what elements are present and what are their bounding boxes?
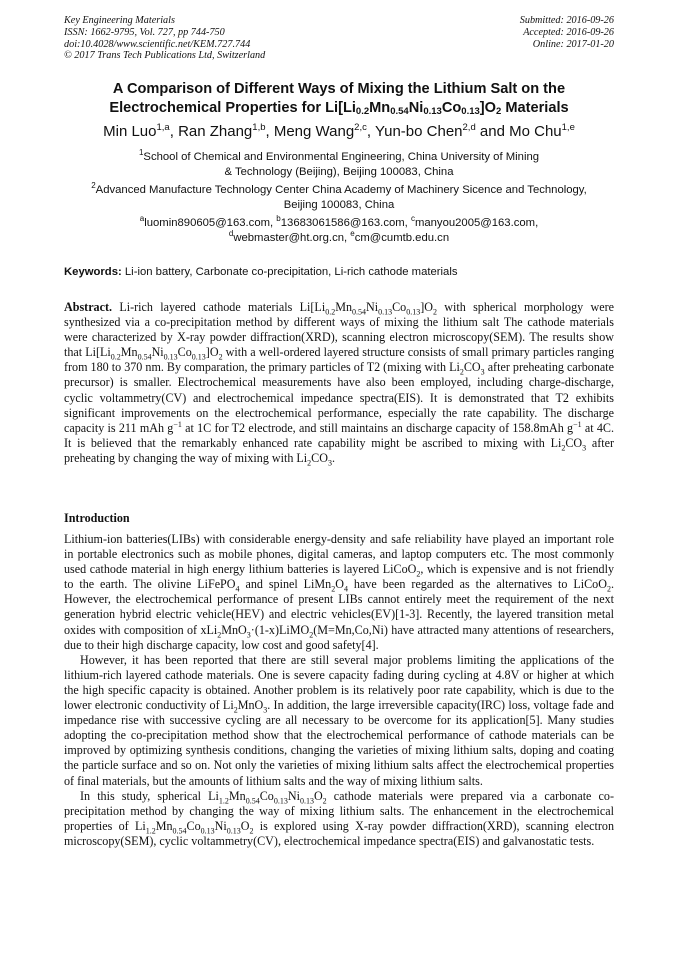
author-name: Meng Wang xyxy=(273,123,355,140)
online-date: Online: 2017-01-20 xyxy=(532,38,614,50)
abstract: Abstract. Li-rich layered cathode materials $Li[Li_{0.2}Mn_{0.54}Ni_{0.13}Co_{0.13}]O_2$ with spherical morphology were synthesized via a co-precipitation method by different ways of mixing the lithium salt The cathode materials were characterized by X-ray powder diffraction(XRD), scanning electron microscopy(SEM). The results show that $Li[Li_{0.2}Mn_{0.54}Ni_{0.13}Co_{0.13}]O_2$ with a well-ordered layered structure consists of small primary particles ranging from 180 to 370 nm. By comparation, the primary particles of T2 (mixing with $Li_2CO_3$ after preheating carbonate precursor) is smaller. Electrochemical measurements have also been employed, including charge-discharge, cyclic voltammetry(CV) and electrochemical impedance spectra(EIS). It is demonstrated that T2 exhibits significant improvements on the electrochemical performance, especially the rate capability. The discharge capacity is 211 mAh $g^{-1}$ at 1C for T2 electrode, and still maintains an discharge capacity of 158.8mAh $g^{-1}$ at 4C. It is believed that the remarkably enhanced rate capability might be ascribed to mixing with $Li_2CO_3$ after preheating by changing the way of mixing with $Li_2CO_3$. xyxy=(64,300,615,468)
email-link[interactable]: webmaster@ht.org.cn xyxy=(233,232,345,244)
author-list: Min Luo$^{1,a}$, Ran Zhang$^{1,b}$, Meng Wang$^{2,c}$, Yun-bo Chen$^{2,d}$ and Mo Chu$^{1,e}$ xyxy=(103,122,575,140)
keywords-line xyxy=(64,265,624,280)
author-name: Min Luo xyxy=(103,123,157,140)
paper-title xyxy=(40,80,638,118)
section-heading: Introduction xyxy=(64,511,130,525)
journal-copyright: © 2017 Trans Tech Publications Ltd, Switzerland xyxy=(64,50,266,62)
journal-doi: doi:10.4028/www.scientific.net/KEM.727.744 xyxy=(64,38,251,50)
email-link[interactable]: luomin890605@163.com xyxy=(144,217,271,229)
affiliation-1: $^1$School of Chemical and Environmental Engineering, China University of Mining & Technology (Beijing), Beijing 100083, China xyxy=(138,148,540,178)
submission-dates xyxy=(520,15,614,50)
keywords-text: Li-ion battery, Carbonate co-precipitation, Li-rich cathode materials xyxy=(121,266,458,278)
email-link[interactable]: 13683061586@163.com xyxy=(280,217,405,229)
author-emails: $^a$luomin890605@163.com, $^b$13683061586@163.com, $^c$manyou2005@163.com, $^d$webmaster@ht.org.cn, $^e$cm@cumtb.edu.cn xyxy=(139,214,539,244)
author-name: Yun-bo Chen xyxy=(374,123,463,140)
journal-info xyxy=(64,15,265,62)
affiliation-2: $^2$Advanced Manufacture Technology Center China Academy of Machinery Sicence and Technology, Beijing 100083, China xyxy=(91,181,587,211)
submitted-date: Submitted: 2016-09-26 xyxy=(519,15,614,26)
journal-name: Key Engineering Materials xyxy=(64,15,175,26)
author-name: Ran Zhang xyxy=(178,123,253,140)
title-line-2: Electrochemical Properties for $Li[Li_{0.2}Mn_{0.54}Ni_{0.13}Co_{0.13}]O_2$ Materials xyxy=(109,100,569,117)
email-link[interactable]: manyou2005@163.com xyxy=(414,217,536,229)
abstract-label: Abstract. xyxy=(64,300,113,314)
keywords-label: Keywords: xyxy=(64,266,122,278)
email-link[interactable]: cm@cumtb.edu.cn xyxy=(354,232,450,244)
introduction-body: Lithium-ion batteries(LIBs) with considerable energy-density and safe reliability have played an important role in portable electronics such as mobile phones, digital cameras, and laptop computers etc. The most commonly used cathode material in high energy lithium batteries is layered LiCoO$_2$, which is expensive and is not friendly to the earth. The olivine LiFePO$_4$ and spinel $LiMn_2O_4$ have been regarded as the alternatives to LiCoO$_2$. However, the electrochemical performance of present LIBs cannot entirely meet the requirement of the next generation hybrid electric vehicle(HEV) and electric vehicles(EV)[1-3]. Recently, the layered transition metal oxides with composition of xLi$_2$MnO$_3$·(1-x)LiMO$_2$(M=Mn,Co,Ni) have attracted many attentions of researchers, due to their high discharge capacity, low cost and good safety[4]. However, it has been reported that there are still several major problems limiting the applications of the lithium-rich layered cathode materials. One is severe capacity fading during cycling at 4.8V or higher at which the high specific capacity is obtained. Another problem is its relatively poor rate capability, which is due to the lower electronic conductivity of $Li_2MnO_3$. In addition, the large irreversible capacity(IRC) loss, voltage fade and impedance rise with successive cycling are all necessary to be overcome for its application[5]. Many studies adopting the co-precipitation method show that the electrochemical performance of cathode materials can be improved by optimizing synthesis conditions, changing the varieties of mixing lithium salts, doping and coating the particle surface and so on. Not only the varieties of mixing lithium salts affect the electrochemical properties of final materials, but the amounts of lithium salts and the way of mixing lithium salts. In this study, spherical $Li_{1.2}Mn_{0.54}Co_{0.13}Ni_{0.13}O_2$ cathode materials were prepared via a carbonate co-precipitation method by changing the way of mixing lithium salts. The enhancement in the electrochemical properties of $Li_{1.2}Mn_{0.54}Co_{0.13}Ni_{0.13}O_2$ is explored using X-ray powder diffraction(XRD), scanning electron microscopy(SEM), cyclic voltammetry(CV), electrochemical impedance spectra(EIS) and galvanostatic tests. xyxy=(64,532,615,848)
accepted-date: Accepted: 2016-09-26 xyxy=(523,26,614,38)
journal-issn: ISSN: 1662-9795, Vol. 727, pp 744-750 xyxy=(64,26,225,38)
title-line-1: A Comparison of Different Ways of Mixing the Lithium Salt on the xyxy=(112,81,566,97)
author-name: Mo Chu xyxy=(509,123,562,140)
